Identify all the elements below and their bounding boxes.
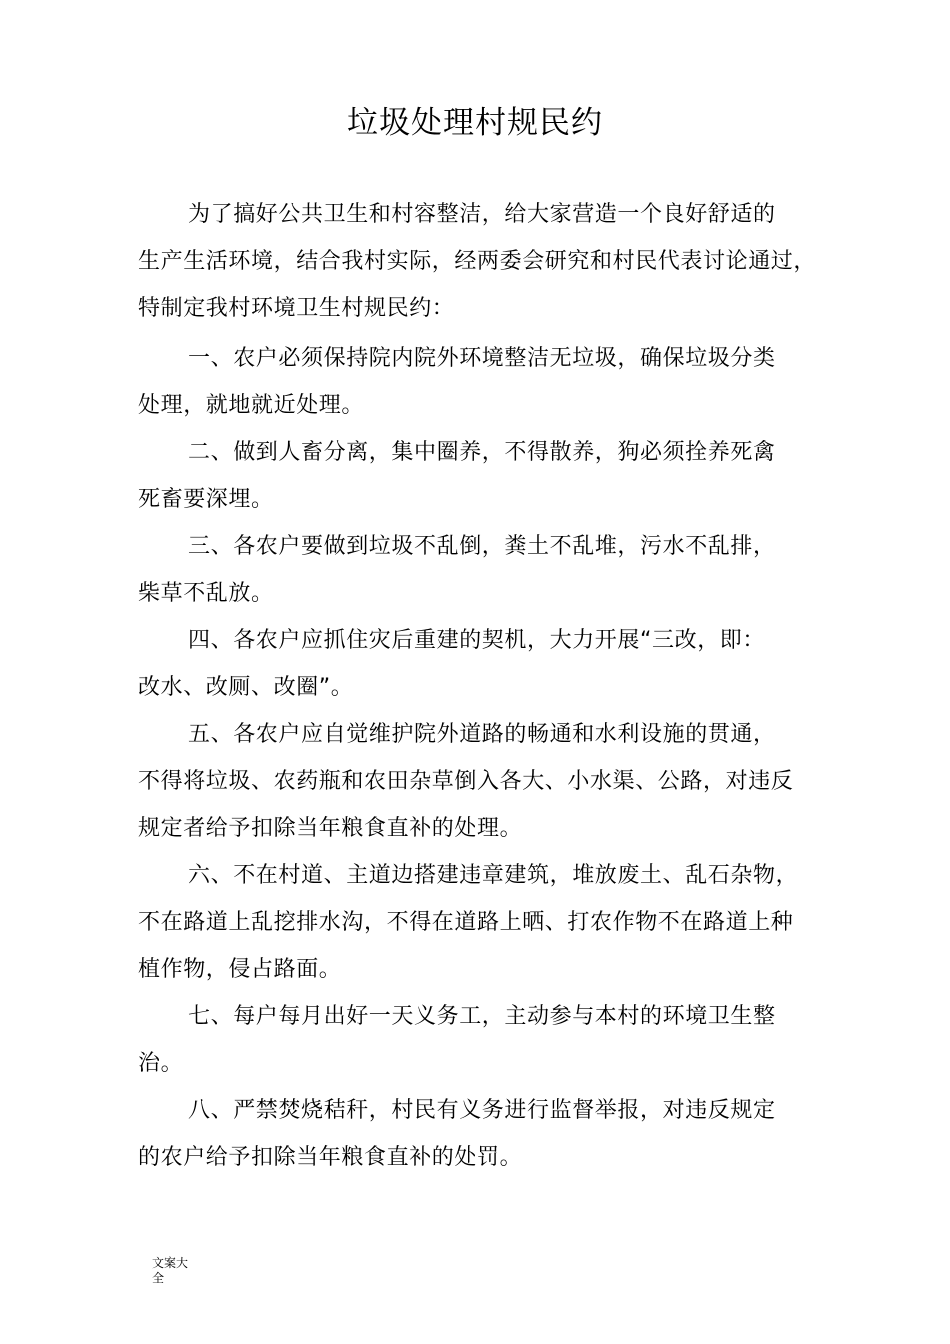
text-line: 规定者给予扣除当年粮食直补的处理。 [138, 816, 523, 841]
text-line: 特制定我村环境卫生村规民约： [138, 296, 455, 321]
text-line: 处理，就地就近处理。 [138, 393, 365, 418]
text-line: 柴草不乱放。 [138, 581, 274, 606]
footer-note: 文案大全 [152, 1256, 189, 1285]
text-line: 二、做到人畜分离，集中圈养，不得散养，狗必须拴养死禽 [188, 440, 776, 465]
text-line: 七、每户每月出好一天义务工，主动参与本村的环境卫生整 [188, 1004, 776, 1029]
text-line: 植作物，侵占路面。 [138, 957, 342, 982]
text-line: 四、各农户应抓住灾后重建的契机，大力开展“三改，即： [188, 628, 765, 653]
text-line: 五、各农户应自觉维护院外道路的畅通和水利设施的贯通， [188, 722, 776, 747]
text-line: 为了搞好公共卫生和村容整洁，给大家营造一个良好舒适的 [188, 202, 776, 227]
text-line: 一、农户必须保持院内院外环境整洁无垃圾，确保垃圾分类 [188, 346, 776, 371]
document-title: 垃圾处理村规民约 [347, 105, 603, 141]
text-line: 的农户给予扣除当年粮食直补的处罚。 [138, 1145, 523, 1170]
text-line: 六、不在村道、主道边搭建违章建筑，堆放废土、乱石杂物， [188, 863, 799, 888]
text-line: 治。 [138, 1051, 184, 1076]
text-line: 三、各农户要做到垃圾不乱倒，粪土不乱堆，污水不乱排， [188, 534, 776, 559]
text-line: 八、严禁焚烧秸秆，村民有义务进行监督举报，对违反规定 [188, 1098, 776, 1123]
text-line: 生产生活环境，结合我村实际，经两委会研究和村民代表讨论通过， [138, 249, 817, 274]
text-line: 不在路道上乱挖排水沟，不得在道路上晒、打农作物不在路道上种 [138, 910, 794, 935]
text-line: 不得将垃圾、农药瓶和农田杂草倒入各大、小水渠、公路，对违反 [138, 769, 794, 794]
text-line: 改水、改厕、改圈”。 [138, 675, 354, 700]
text-line: 死畜要深埋。 [138, 487, 274, 512]
